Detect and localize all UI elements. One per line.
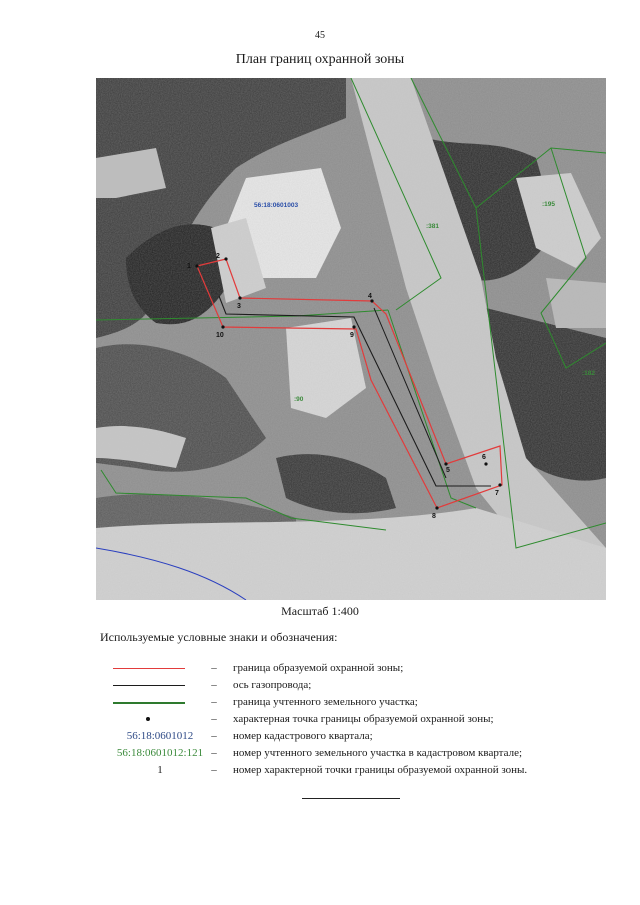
point-9-label: 9 bbox=[350, 332, 354, 339]
legend-dash: – bbox=[211, 679, 217, 691]
point-6-label: 6 bbox=[482, 454, 486, 461]
legend-description: номер учтенного земельного участка в кадастровом квартале; bbox=[233, 747, 523, 759]
point-10-label: 10 bbox=[216, 332, 224, 339]
legend-item-point-number bbox=[95, 762, 615, 779]
point-3-marker bbox=[238, 296, 241, 299]
legend bbox=[95, 660, 615, 779]
parcel-label-381: :381 bbox=[426, 223, 440, 230]
plan-title: План границ охранной зоны bbox=[235, 52, 405, 67]
legend-description: ось газопровода; bbox=[233, 679, 312, 691]
legend-dash: – bbox=[211, 764, 217, 776]
point-3-label: 3 bbox=[237, 303, 241, 310]
legend-symbol-text: 56:18:0601012 bbox=[126, 730, 194, 742]
point-7-label: 7 bbox=[495, 490, 499, 497]
point-6-marker bbox=[484, 462, 487, 465]
point-8-marker bbox=[435, 506, 438, 509]
legend-symbol-text: 56:18:0601012:121 bbox=[116, 747, 204, 759]
legend-heading: Используемые условные знаки и обозначения: bbox=[100, 630, 338, 644]
point-5-marker bbox=[444, 462, 447, 465]
aerial-map bbox=[96, 78, 606, 600]
point-5-label: 5 bbox=[446, 467, 450, 474]
legend-dash: – bbox=[211, 713, 217, 725]
point-7-marker bbox=[498, 483, 501, 486]
legend-item-characteristic-point bbox=[95, 711, 615, 728]
scale-label: Масштаб 1:400 bbox=[281, 604, 359, 618]
parcel-label-195: :195 bbox=[542, 201, 556, 208]
legend-item-cadastral-block bbox=[95, 728, 615, 745]
point-1-marker bbox=[195, 264, 198, 267]
point-dot-icon bbox=[146, 717, 150, 721]
parcel-label-182: :182 bbox=[582, 370, 596, 377]
point-10-marker bbox=[221, 325, 224, 328]
point-1-label: 1 bbox=[187, 263, 191, 270]
legend-symbol bbox=[95, 694, 225, 711]
bottom-rule bbox=[302, 798, 400, 799]
point-2-marker bbox=[224, 257, 227, 260]
point-8-label: 8 bbox=[432, 513, 436, 520]
legend-symbol bbox=[95, 660, 225, 677]
legend-symbol bbox=[95, 677, 225, 694]
legend-description: номер кадастрового квартала; bbox=[233, 730, 373, 742]
legend-item-parcel-boundary bbox=[95, 694, 615, 711]
parcel-label-90: :90 bbox=[294, 396, 304, 403]
point-2-label: 2 bbox=[216, 253, 220, 260]
legend-description: граница образуемой охранной зоны; bbox=[233, 662, 404, 674]
legend-dash: – bbox=[211, 696, 217, 708]
legend-description: номер характерной точки границы образуемой охранной зоны. bbox=[233, 764, 528, 776]
legend-description: граница учтенного земельного участка; bbox=[233, 696, 418, 708]
point-9-marker bbox=[352, 325, 355, 328]
green-line-icon bbox=[113, 702, 185, 704]
point-4-label: 4 bbox=[368, 293, 372, 300]
legend-item-parcel-number bbox=[95, 745, 615, 762]
legend-dash: – bbox=[211, 662, 217, 674]
legend-item-zone-boundary bbox=[95, 660, 615, 677]
red-line-icon bbox=[113, 668, 185, 669]
legend-symbol-text: 1 bbox=[157, 764, 163, 776]
cadastral-block-label: 56:18:0601003 bbox=[254, 202, 299, 209]
legend-dash: – bbox=[211, 730, 217, 742]
legend-dash: – bbox=[211, 747, 217, 759]
black-line-icon bbox=[113, 685, 185, 686]
page-number: 45 bbox=[315, 30, 325, 41]
legend-symbol bbox=[95, 711, 225, 728]
legend-item-pipeline-axis bbox=[95, 677, 615, 694]
legend-description: характерная точка границы образуемой охранной зоны; bbox=[233, 713, 494, 725]
